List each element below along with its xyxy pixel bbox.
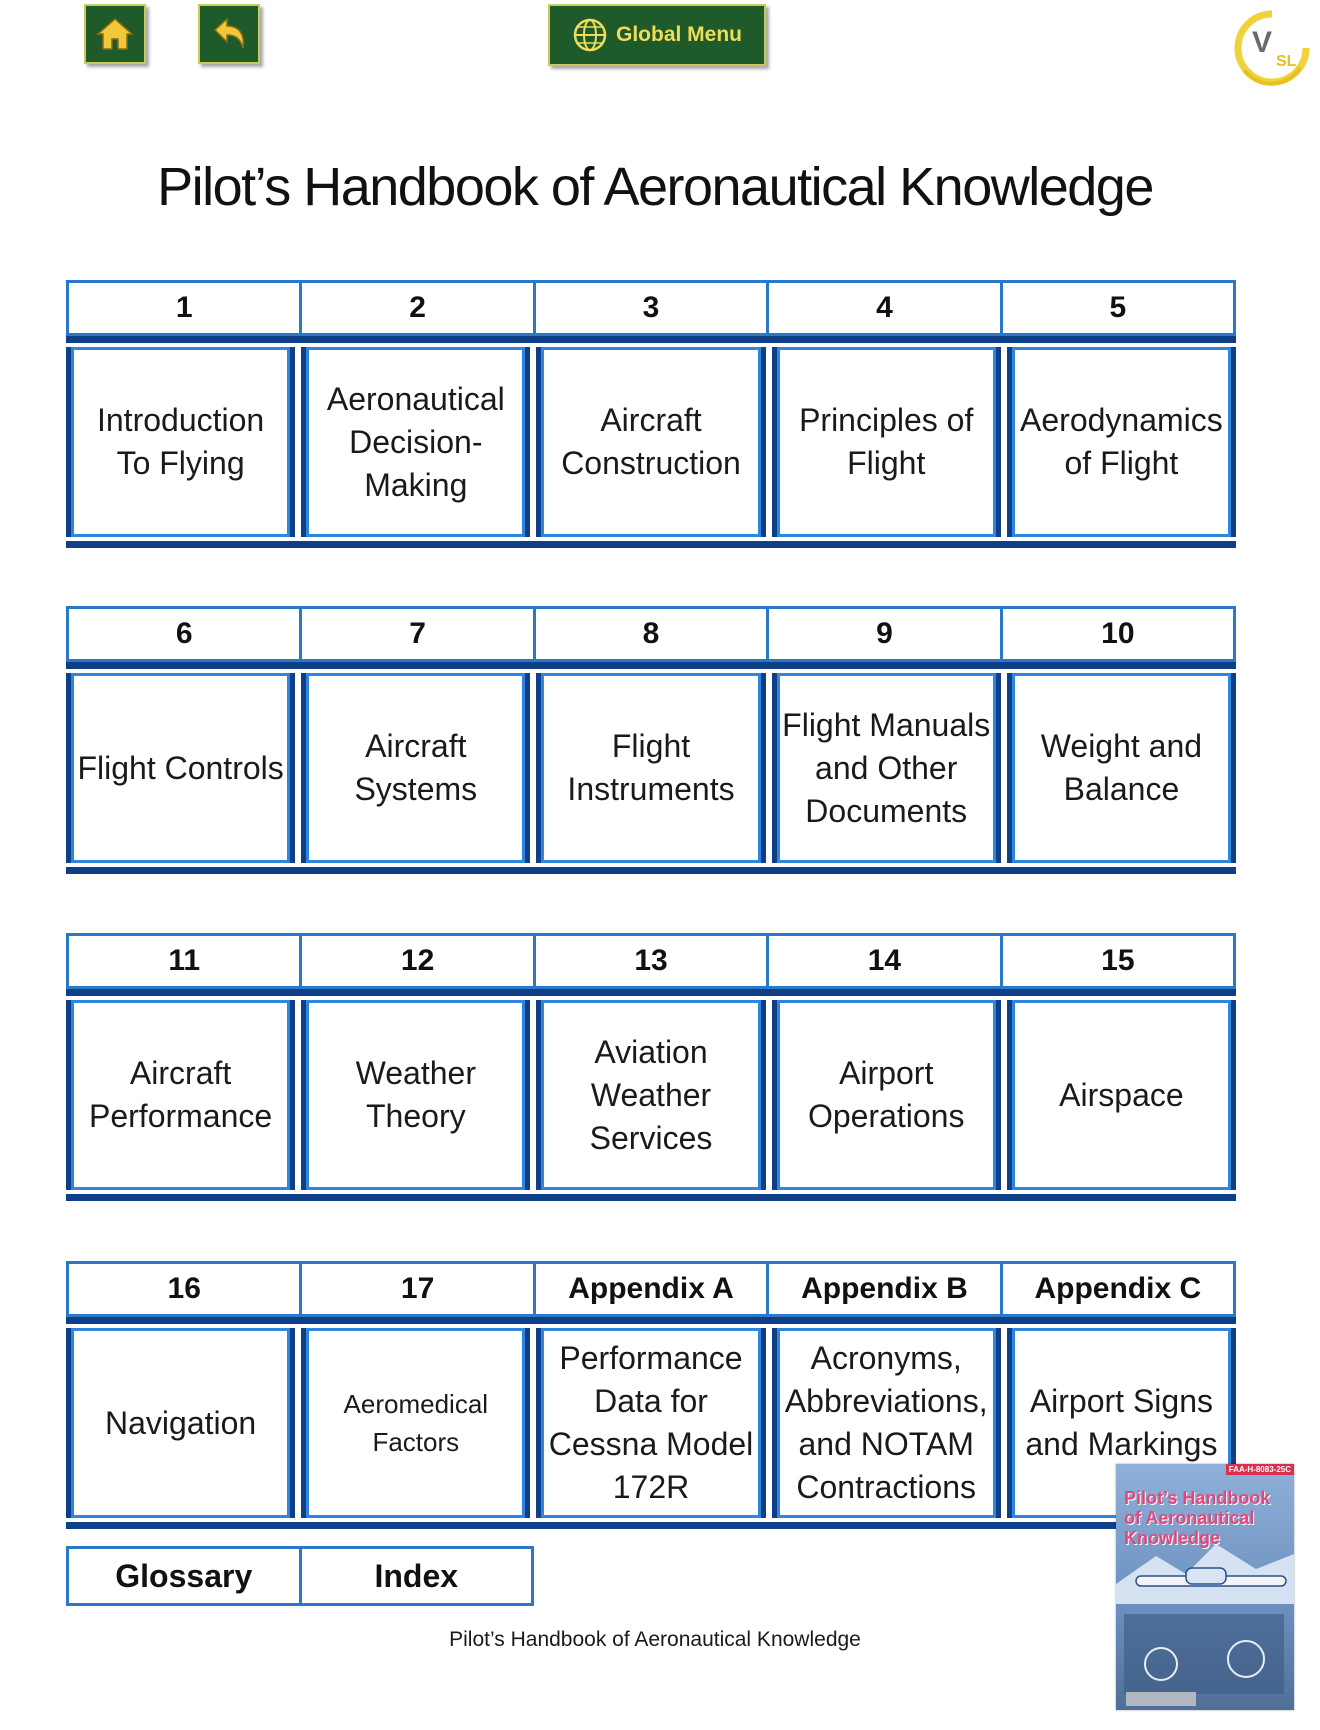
chapter-link[interactable]: Aviation Weather Services: [536, 1000, 765, 1190]
chapter-link[interactable]: Principles of Flight: [772, 347, 1001, 537]
home-icon: [95, 14, 135, 54]
chapter-number[interactable]: 16: [66, 1261, 302, 1317]
chapter-row-2: [66, 606, 1236, 874]
chapter-number[interactable]: 13: [536, 933, 769, 989]
extras-row: [66, 1546, 534, 1606]
chapter-link[interactable]: Flight Controls: [66, 673, 295, 863]
cover-code: FAA-H-8083-25C: [1226, 1464, 1294, 1475]
chapter-link[interactable]: Flight Instruments: [536, 673, 765, 863]
appendix-link[interactable]: Performance Data for Cessna Model 172R: [536, 1328, 765, 1518]
appendix-link[interactable]: Acronyms, Abbreviations, and NOTAM Contractions: [772, 1328, 1001, 1518]
chapter-number[interactable]: 10: [1003, 606, 1236, 662]
chapter-number[interactable]: 7: [302, 606, 535, 662]
global-menu-label: Global Menu: [616, 23, 742, 46]
chapter-link[interactable]: Introduction To Flying: [66, 347, 295, 537]
chapter-number[interactable]: 4: [769, 280, 1002, 336]
chapter-row-4: [66, 1261, 1236, 1529]
chapter-link[interactable]: Aeronautical Decision- Making: [301, 347, 530, 537]
chapter-number[interactable]: 2: [302, 280, 535, 336]
handbook-cover-image[interactable]: [1116, 1464, 1294, 1710]
home-button[interactable]: [84, 4, 146, 64]
globe-icon: [572, 17, 608, 53]
svg-text:SL: SL: [1276, 53, 1297, 70]
vsl-logo: [1234, 10, 1310, 86]
chapter-number[interactable]: 12: [302, 933, 535, 989]
svg-text:V: V: [1252, 26, 1273, 59]
glossary-link[interactable]: Glossary: [66, 1546, 302, 1606]
appendix-label[interactable]: Appendix B: [769, 1261, 1002, 1317]
chapter-number[interactable]: 9: [769, 606, 1002, 662]
index-link[interactable]: Index: [302, 1546, 535, 1606]
chapter-link[interactable]: Aeromedical Factors: [301, 1328, 530, 1518]
chapter-row-3: [66, 933, 1236, 1201]
chapter-link[interactable]: Weight and Balance: [1007, 673, 1236, 863]
chapter-number[interactable]: 1: [66, 280, 302, 336]
chapter-link[interactable]: Aircraft Systems: [301, 673, 530, 863]
appendix-label[interactable]: Appendix C: [1003, 1261, 1236, 1317]
chapter-link[interactable]: Airspace: [1007, 1000, 1236, 1190]
chapter-link[interactable]: Airport Operations: [772, 1000, 1001, 1190]
chapter-number[interactable]: 15: [1003, 933, 1236, 989]
chapter-number[interactable]: 6: [66, 606, 302, 662]
footer-text: Pilot’s Handbook of Aeronautical Knowledge: [449, 1628, 861, 1651]
chapter-link[interactable]: Aircraft Performance: [66, 1000, 295, 1190]
back-button[interactable]: [198, 4, 260, 64]
airplane-illustration: [1116, 1464, 1294, 1710]
page-title: Pilot’s Handbook of Aeronautical Knowledge: [157, 157, 1153, 217]
chapter-number[interactable]: 11: [66, 933, 302, 989]
chapter-number[interactable]: 17: [302, 1261, 535, 1317]
global-menu-button[interactable]: [548, 4, 766, 66]
cover-title: Pilot’s Handbook of Aeronautical Knowledge: [1124, 1488, 1271, 1548]
appendix-link[interactable]: Airport Signs and Markings: [1007, 1328, 1236, 1518]
chapter-number[interactable]: 14: [769, 933, 1002, 989]
chapter-row-1: [66, 280, 1236, 548]
chapter-number[interactable]: 8: [536, 606, 769, 662]
chapter-link[interactable]: Navigation: [66, 1328, 295, 1518]
chapter-link[interactable]: Weather Theory: [301, 1000, 530, 1190]
chapter-link[interactable]: Aerodynamics of Flight: [1007, 347, 1236, 537]
back-arrow-icon: [209, 14, 249, 54]
chapter-number[interactable]: 5: [1003, 280, 1236, 336]
chapter-number[interactable]: 3: [536, 280, 769, 336]
chapter-link[interactable]: Aircraft Construction: [536, 347, 765, 537]
chapter-link[interactable]: Flight Manuals and Other Documents: [772, 673, 1001, 863]
appendix-label[interactable]: Appendix A: [536, 1261, 769, 1317]
